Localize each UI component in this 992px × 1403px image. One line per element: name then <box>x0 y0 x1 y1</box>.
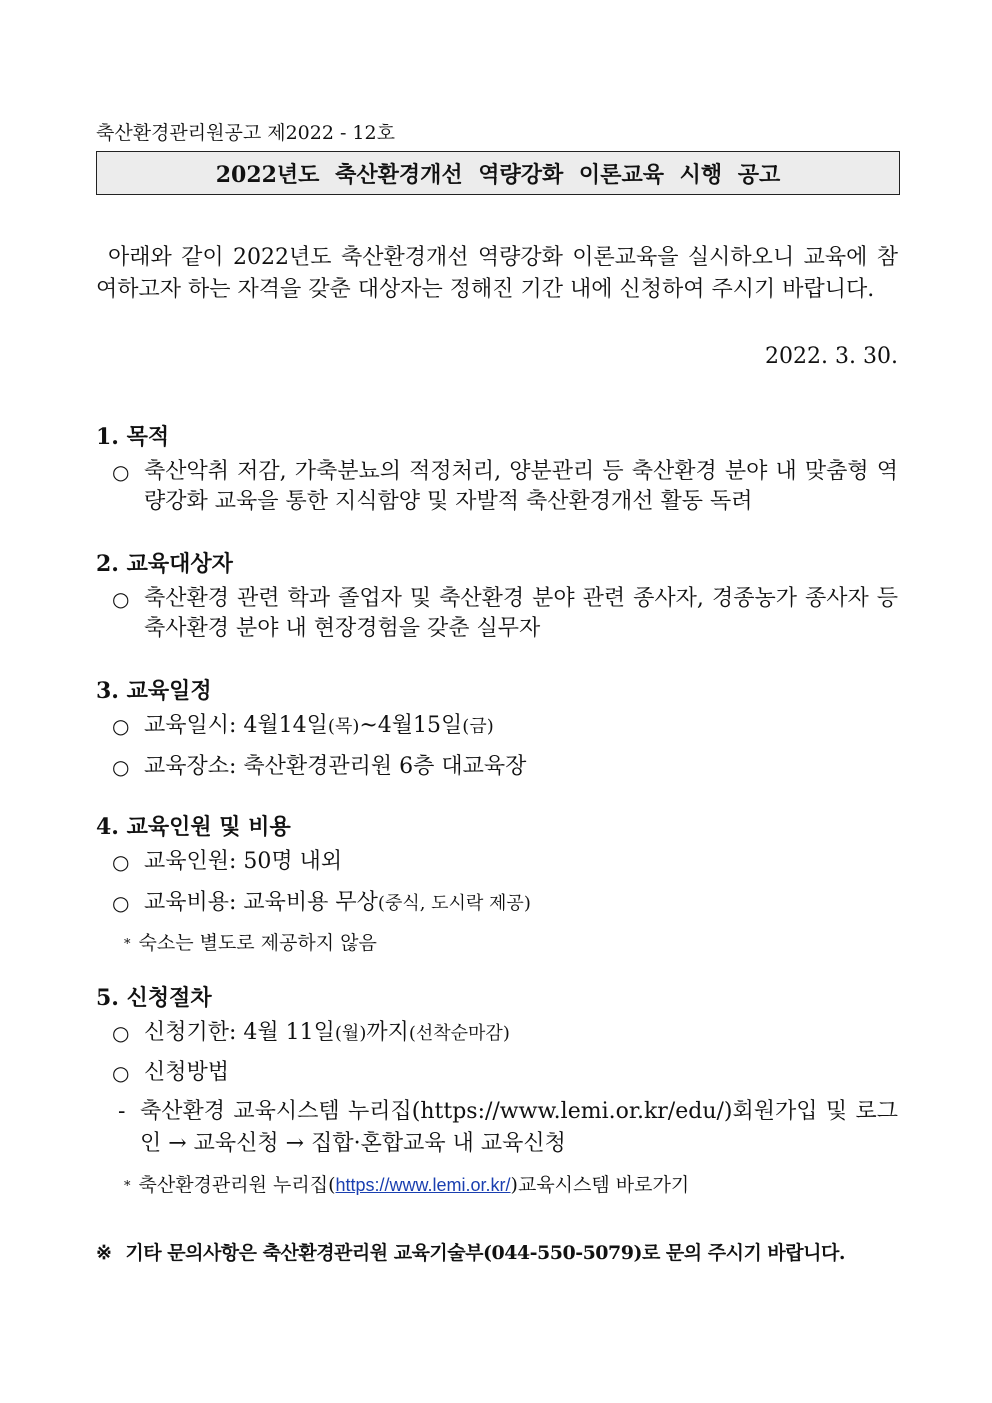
method-item <box>112 1058 898 1088</box>
section-title-procedure: 5. 신청절차 <box>96 985 212 1011</box>
method-detail-item <box>118 1096 898 1160</box>
deadline-main: 신청기한: 4월 11일 <box>144 1020 335 1045</box>
section-title-target: 2. 교육대상자 <box>96 551 233 577</box>
intro-paragraph: 아래와 같이 2022년도 축산환경개선 역량강화 이론교육을 실시하오니 교육에 참여하고자 하는 자격을 갖춘 대상자는 정해진 기간 내에 신청하여 주시기 바랍니다. <box>96 245 898 302</box>
notice-date: 2022. 3. 30. <box>765 344 898 369</box>
capacity-item <box>112 847 898 877</box>
reference-mark-icon: ※ <box>96 1242 112 1264</box>
notice-number: 축산환경관리원공고 제2022 - 12호 <box>96 122 395 144</box>
homepage-link[interactable]: https://www.lemi.or.kr/ <box>335 1175 511 1195</box>
schedule-day-2: (금) <box>462 716 494 737</box>
schedule-date-text <box>144 711 898 742</box>
deadline-note: (선착순마감) <box>408 1023 510 1044</box>
deadline-item <box>112 1018 898 1049</box>
lodging-note-text: 숙소는 별도로 제공하지 않음 <box>138 932 377 954</box>
homepage-note <box>124 1170 689 1197</box>
lodging-note <box>124 928 377 955</box>
bullet-icon: ○ <box>112 460 130 484</box>
bullet-icon: ○ <box>112 891 130 915</box>
method-detail-text: 축산환경 교육시스템 누리집(https://www.lemi.or.kr/edu/)회원가입 및 로그인 → 교육신청 → 집합·혼합교육 내 교육신청 <box>140 1099 898 1156</box>
footer-text: 기타 문의사항은 축산환경관리원 교육기술부(044-550-5079)로 문의 주시기 바랍니다. <box>125 1242 845 1264</box>
footer-contact <box>96 1238 845 1265</box>
bullet-icon: ○ <box>112 714 130 738</box>
asterisk-icon: * <box>124 936 131 952</box>
bullet-icon: ○ <box>112 587 130 611</box>
schedule-place-text: 교육장소: 축산환경관리원 6층 대교육장 <box>144 754 527 779</box>
bullet-icon: ○ <box>112 1061 130 1085</box>
target-item <box>112 584 898 644</box>
target-text: 축산환경 관련 학과 졸업자 및 축산환경 분야 관련 종사자, 경종농가 종사자 등 축사환경 분야 내 현장경험을 갖춘 실무자 <box>144 586 898 641</box>
document-title: 2022년도 축산환경개선 역량강화 이론교육 시행 공고 <box>215 161 781 188</box>
method-text: 신청방법 <box>144 1060 230 1085</box>
deadline-day: (월) <box>334 1023 367 1044</box>
homepage-note-prefix: 축산환경관리원 누리집( <box>138 1174 336 1196</box>
capacity-text: 교육인원: 50명 내외 <box>144 849 343 874</box>
schedule-start: 교육일시: 4월14일 <box>144 713 328 738</box>
deadline-until: 까지 <box>366 1020 409 1045</box>
bullet-icon: ○ <box>112 1021 130 1045</box>
cost-item <box>112 888 898 919</box>
dash-icon: - <box>118 1099 126 1124</box>
schedule-day-1: (목) <box>327 716 360 737</box>
deadline-text <box>144 1018 898 1049</box>
section-title-purpose: 1. 목적 <box>96 424 170 450</box>
section-title-capacity-cost: 4. 교육인원 및 비용 <box>96 814 291 840</box>
cost-main: 교육비용: 교육비용 무상 <box>144 890 378 915</box>
cost-note: (중식, 도시락 제공) <box>377 893 531 914</box>
asterisk-icon: * <box>124 1178 131 1194</box>
schedule-place-item <box>112 752 898 782</box>
document-title-box <box>96 151 900 195</box>
bullet-icon: ○ <box>112 755 130 779</box>
schedule-end: ~4월15일 <box>359 713 463 738</box>
purpose-text: 축산악취 저감, 가축분뇨의 적정처리, 양분관리 등 축산환경 분야 내 맞춤형 역량강화 교육을 통한 지식함양 및 자발적 축산환경개선 활동 독려 <box>144 459 898 514</box>
schedule-date-item <box>112 711 898 742</box>
cost-text <box>144 888 898 919</box>
homepage-note-suffix: )교육시스템 바로가기 <box>510 1174 690 1196</box>
purpose-item <box>112 457 898 517</box>
bullet-icon: ○ <box>112 850 130 874</box>
section-title-schedule: 3. 교육일정 <box>96 678 212 704</box>
